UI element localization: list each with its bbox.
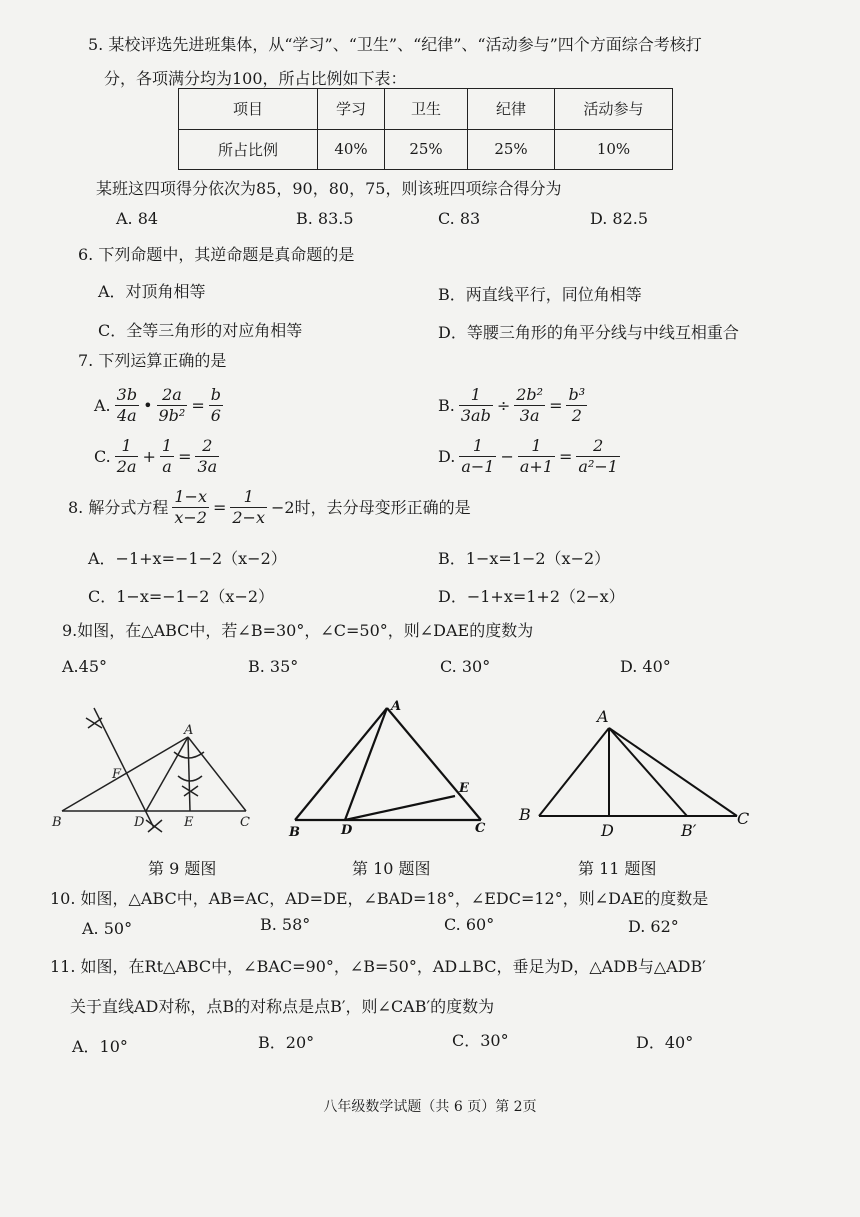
- q10-option-d: D. 62°: [628, 917, 679, 936]
- table-header-cell: 纪律: [468, 89, 555, 130]
- denominator: 2: [571, 406, 582, 425]
- q6-option-d: D．等腰三角形的角平分线与中线互相重合: [438, 323, 739, 342]
- equals-sign: =: [191, 395, 205, 415]
- label-a: A: [391, 699, 402, 714]
- angle-arc: [178, 776, 202, 781]
- plus-sign: +: [142, 446, 156, 466]
- fraction: [195, 436, 219, 477]
- q5-stem-line2: 分，各项满分均为100，所占比例如下表：: [104, 69, 407, 88]
- label-c: C: [737, 809, 750, 828]
- equals-sign: =: [178, 446, 192, 466]
- figure-11: [515, 700, 760, 845]
- q8-suffix: −2时，去分母变形正确的是: [270, 497, 471, 517]
- denominator: 6: [210, 406, 221, 425]
- denominator: 2−x: [232, 508, 265, 527]
- table-cell: 25%: [468, 129, 555, 170]
- numerator: 1−x: [174, 487, 207, 506]
- option-label: B.: [438, 395, 455, 415]
- denominator: x−2: [174, 508, 207, 527]
- fraction: [518, 436, 555, 477]
- q6-option-b: B．两直线平行，同位角相等: [438, 285, 642, 304]
- q5-ratio-table: [178, 88, 673, 170]
- figure-10-caption: 第 10 题图: [352, 859, 431, 878]
- label-f: F: [112, 767, 122, 782]
- segment-ac: [609, 728, 737, 816]
- dot-operator: •: [143, 395, 153, 415]
- numerator: b: [210, 385, 221, 404]
- equals-sign: =: [549, 395, 563, 415]
- table-cell: 10%: [555, 129, 673, 170]
- q11-option-d: D．40°: [636, 1033, 694, 1052]
- construction-mark: [146, 820, 162, 832]
- label-c: C: [475, 821, 486, 836]
- perpendicular-bisector: [94, 708, 154, 828]
- q11-stem-line2: 关于直线AD对称，点B的对称点是点B′，则∠CAB′的度数为: [70, 997, 495, 1016]
- denominator: 2a: [116, 457, 137, 476]
- fraction: [115, 436, 139, 477]
- table-header-cell: 项目: [179, 89, 318, 130]
- q9-option-d: D. 40°: [620, 657, 671, 676]
- label-e: E: [459, 781, 469, 796]
- q6-option-a: A．对顶角相等: [98, 282, 206, 301]
- fraction: [160, 436, 174, 477]
- segment-ba: [295, 708, 387, 820]
- numerator: 2b²: [516, 385, 544, 404]
- divide-sign: ÷: [496, 395, 511, 415]
- fraction: [157, 385, 188, 426]
- numerator: 1: [230, 487, 267, 508]
- segment-ba: [62, 737, 188, 811]
- fraction: [576, 436, 620, 477]
- q11-option-b: B．20°: [258, 1033, 315, 1052]
- q7-option-b: [438, 385, 589, 426]
- option-label: D.: [438, 446, 456, 466]
- numerator: 1: [115, 436, 139, 457]
- label-b: B: [52, 815, 62, 830]
- figure-11-caption: 第 11 题图: [578, 859, 657, 878]
- label-d: D: [601, 821, 614, 840]
- fraction: [459, 385, 493, 426]
- denominator: 4a: [116, 406, 137, 425]
- q8-stem: [68, 487, 471, 528]
- numerator: 3b: [116, 385, 138, 404]
- q6-option-c: C．全等三角形的对应角相等: [98, 321, 303, 340]
- q8-option-d: D．−1+x=1+2（2−x）: [438, 587, 625, 606]
- fraction: [230, 487, 267, 528]
- q11-option-c: C．30°: [452, 1031, 509, 1050]
- numerator: b³: [568, 385, 586, 404]
- label-c: C: [240, 815, 250, 830]
- denominator: 3a: [197, 457, 218, 476]
- label-d: D: [341, 823, 353, 838]
- q5-option-a: A. 84: [116, 209, 159, 228]
- denominator: a−1: [461, 457, 495, 476]
- q6-stem: 6. 下列命题中，其逆命题是真命题的是: [78, 245, 355, 264]
- page-footer: 八年级数学试题（共 6 页）第 2页: [323, 1099, 537, 1115]
- q5-option-c: C. 83: [438, 209, 481, 228]
- denominator: 9b²: [158, 406, 186, 425]
- segment-ae: [188, 737, 190, 811]
- q5-option-b: B. 83.5: [296, 209, 354, 228]
- fraction: [459, 436, 496, 477]
- label-b: B: [289, 825, 300, 840]
- numerator: 1: [459, 436, 496, 457]
- equals-sign: =: [559, 446, 573, 466]
- q7-option-a: [94, 385, 225, 426]
- segment-ad: [345, 708, 387, 820]
- q10-option-c: C. 60°: [444, 915, 495, 934]
- label-d: D: [134, 815, 145, 830]
- fraction: [209, 385, 223, 426]
- q8-option-c: C．1−x=−1−2（x−2）: [88, 587, 275, 606]
- numerator: 1: [161, 436, 173, 455]
- option-label: A.: [94, 395, 111, 415]
- minus-sign: −: [500, 446, 514, 466]
- q8-prefix: 8. 解分式方程: [68, 497, 169, 517]
- option-label: C.: [94, 446, 111, 466]
- label-a: A: [597, 707, 609, 726]
- q7-stem: 7. 下列运算正确的是: [78, 351, 227, 370]
- table-cell: 所占比例: [179, 129, 318, 170]
- fraction: [115, 385, 139, 426]
- fraction: [514, 385, 545, 426]
- denominator: a: [162, 457, 172, 476]
- numerator: 2: [576, 436, 620, 457]
- q10-stem: 10. 如图，△ABC中，AB=AC，AD=DE，∠BAD=18°，∠EDC=12°，则∠DAE的度数是: [50, 889, 709, 908]
- q9-option-b: B. 35°: [248, 657, 299, 676]
- fraction: [566, 385, 587, 426]
- figure-9-caption: 第 9 题图: [148, 859, 217, 878]
- numerator: 1: [459, 385, 493, 406]
- q9-option-a: A.45°: [62, 657, 107, 676]
- label-b: B: [519, 805, 531, 824]
- denominator: 3a: [519, 406, 540, 425]
- table-cell: 25%: [385, 129, 468, 170]
- equals-sign: =: [212, 497, 227, 517]
- table-cell: 40%: [318, 129, 385, 170]
- denominator: 3ab: [460, 406, 491, 425]
- table-header-cell: 卫生: [385, 89, 468, 130]
- table-header-cell: 活动参与: [555, 89, 673, 130]
- q10-option-a: A. 50°: [82, 919, 133, 938]
- q5-option-d: D. 82.5: [590, 209, 649, 228]
- segment-ab: [539, 728, 609, 816]
- table-row: [179, 89, 673, 130]
- table-header-cell: 学习: [318, 89, 385, 130]
- q11-option-a: A．10°: [72, 1037, 128, 1056]
- figure-10: [285, 692, 495, 842]
- segment-ab-prime: [609, 728, 687, 816]
- label-e: E: [184, 815, 194, 830]
- numerator: 1: [518, 436, 555, 457]
- numerator: 2a: [157, 385, 188, 406]
- segment-ad: [146, 737, 188, 811]
- segment-ac: [188, 737, 246, 811]
- q7-option-d: [438, 436, 622, 477]
- q5-stem-line1: 5. 某校评选先进班集体，从“学习”、“卫生”、“纪律”、“活动参与”四个方面综合考核打: [88, 35, 702, 54]
- q5-stem-line3: 某班这四项得分依次为85，90，80，75，则该班四项综合得分为: [96, 179, 562, 198]
- q9-option-c: C. 30°: [440, 657, 491, 676]
- q8-option-a: A．−1+x=−1−2（x−2）: [88, 549, 287, 568]
- segment-ac: [387, 708, 481, 820]
- label-b-prime: B′: [681, 821, 697, 840]
- figure-9: [50, 700, 270, 840]
- q7-option-c: [94, 436, 221, 477]
- q11-stem-line1: 11. 如图，在Rt△ABC中，∠BAC=90°，∠B=50°，AD⊥BC，垂足为D，△ADB与△ADB′: [50, 957, 706, 976]
- table-row: [179, 129, 673, 170]
- q10-option-b: B. 58°: [260, 915, 311, 934]
- q8-option-b: B．1−x=1−2（x−2）: [438, 549, 611, 568]
- construction-mark: [86, 718, 102, 728]
- fraction: [172, 487, 209, 528]
- q9-stem: 9.如图，在△ABC中，若∠B=30°，∠C=50°，则∠DAE的度数为: [62, 621, 534, 640]
- denominator: a+1: [519, 457, 553, 476]
- label-a: A: [184, 723, 194, 738]
- numerator: 2: [195, 436, 219, 457]
- segment-de: [345, 796, 455, 820]
- denominator: a²−1: [578, 457, 618, 476]
